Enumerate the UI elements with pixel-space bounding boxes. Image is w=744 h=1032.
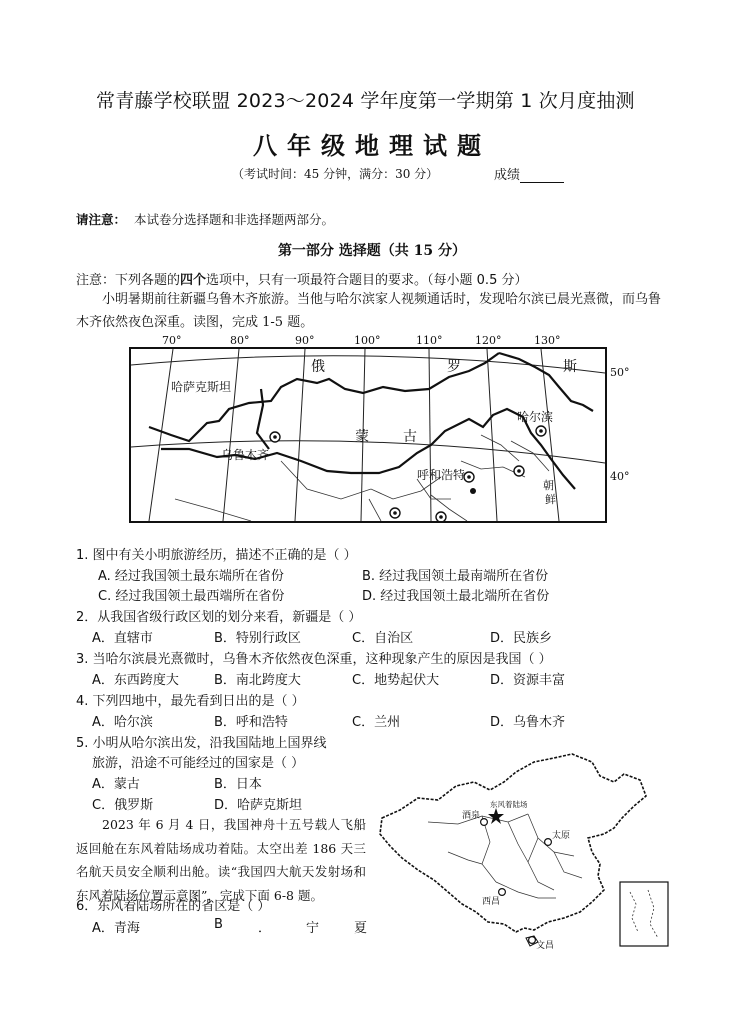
passage-2: 2023 年 6 月 4 日，我国神舟十五号载人飞船返回舱在东风着陆场成功着陆。太空出差 186 天三名航天员安全顺利出舱。读“我国四大航天发射场和东风着陆场位置示意图”，完成下面 6-8 题。 (76, 817, 366, 903)
label-korea-1: 朝 (543, 479, 554, 492)
lon-130: 130° (534, 334, 561, 347)
exam-info: （考试时间：45 分钟，满分：30 分） (232, 167, 439, 181)
part1-title: 第一部分 选择题（共 15 分） (277, 243, 467, 259)
note-bold: 四个 (180, 273, 207, 288)
q6-option-a[interactable]: A．青海 (92, 921, 140, 936)
q1-stem: 1. 图中有关小明旅游经历，描述不正确的是（ ） (76, 548, 357, 563)
notice (76, 210, 334, 228)
score-field (494, 164, 564, 183)
label-hohhot: 呼和浩特 (417, 468, 466, 482)
label-kazakhstan: 哈萨克斯坦 (171, 380, 232, 394)
q4-option-a[interactable]: A．哈尔滨 (92, 715, 153, 730)
label-mongolia-2: 古 (403, 429, 417, 445)
lon-80: 80° (230, 334, 250, 347)
q6-option-b-char1: 宁 (306, 921, 320, 936)
label-korea-2: 鲜 (545, 493, 556, 506)
map2-svg (378, 752, 672, 950)
q2-option-a[interactable]: A．直辖市 (92, 631, 153, 646)
label-xichang: 西昌 (482, 897, 501, 907)
note-prefix: 注意：下列各题的 (76, 273, 181, 288)
q3-option-a[interactable]: A．东西跨度大 (92, 673, 179, 688)
q6-stem: 6．东风着陆场所在的省区是（ ） (76, 899, 271, 914)
label-harbin: 哈尔滨 (517, 410, 554, 424)
notice-label: 请注意： (76, 212, 127, 227)
label-taiyuan: 太原 (552, 831, 571, 841)
q5-option-a[interactable]: A．蒙古 (92, 777, 140, 792)
q4-option-d[interactable]: D．乌鲁木齐 (490, 715, 566, 730)
note-suffix: 选项中，只有一项最符合题目的要求。（每小题 0.5 分） (206, 273, 528, 288)
label-mongolia-1: 蒙 (355, 429, 369, 445)
q5-option-d[interactable]: D．哈萨克斯坦 (214, 798, 303, 813)
lon-90: 90° (295, 334, 315, 347)
q5-stem-line2: 旅游，沿途不可能经过的国家是（ ） (92, 756, 305, 771)
q4-option-c[interactable]: C．兰州 (352, 715, 401, 730)
label-urumqi: 乌鲁木齐 (221, 448, 270, 462)
label-dongfeng: 东风着陆场 (490, 800, 528, 809)
landing-site-star-icon (488, 808, 504, 824)
q2-option-d[interactable]: D．民族乡 (490, 631, 553, 646)
q1-option-c[interactable]: C. 经过我国领土最西端所在省份 (98, 589, 285, 604)
school-header: 常青藤学校联盟 2023～2024 学年度第一学期第 1 次月度抽测 (96, 90, 635, 112)
exam-title: 八年级地理试题 (253, 131, 491, 160)
score-blank[interactable] (520, 169, 564, 183)
q3-option-b[interactable]: B．南北跨度大 (214, 673, 301, 688)
part1-note (76, 269, 527, 288)
q1-option-d[interactable]: D. 经过我国领土最北端所在省份 (362, 589, 550, 604)
score-label: 成绩 (494, 168, 521, 183)
q6-option-b-char2: 夏 (354, 921, 368, 936)
q2-stem: 2．从我国省级行政区划的划分来看，新疆是（ ） (76, 610, 362, 625)
lon-70: 70° (162, 334, 182, 347)
map-northern-china (129, 347, 607, 523)
lon-110: 110° (416, 334, 443, 347)
q6-option-b-dot: ． (258, 921, 272, 936)
lon-100: 100° (354, 334, 381, 347)
q4-stem: 4. 下列四地中，最先看到日出的是（ ） (76, 694, 305, 709)
q6-option-b-letter[interactable]: B (214, 917, 223, 932)
label-russia-3: 斯 (563, 359, 577, 375)
map-launch-sites (378, 752, 672, 950)
south-china-sea-inset (620, 882, 668, 946)
q5-option-c[interactable]: C．俄罗斯 (92, 798, 154, 813)
label-wenchang: 文昌 (536, 941, 555, 950)
q5-option-b[interactable]: B．日本 (214, 777, 262, 792)
q3-option-c[interactable]: C．地势起伏大 (352, 673, 440, 688)
q1-option-a[interactable]: A. 经过我国领土最东端所在省份 (98, 569, 284, 584)
lon-120: 120° (475, 334, 502, 347)
q2-option-c[interactable]: C．自治区 (352, 631, 414, 646)
label-russia-1: 俄 (311, 359, 325, 375)
lat-50: 50° (610, 366, 630, 379)
q5-stem-line1: 5. 小明从哈尔滨出发，沿我国陆地上国界线 (76, 736, 327, 751)
label-russia-2: 罗 (447, 359, 461, 375)
q4-option-b[interactable]: B．呼和浩特 (214, 715, 288, 730)
q3-stem: 3. 当哈尔滨晨光熹微时，乌鲁木齐依然夜色深重，这种现象产生的原因是我国（ ） (76, 652, 552, 667)
q1-option-b[interactable]: B. 经过我国领土最南端所在省份 (362, 569, 549, 584)
q3-option-d[interactable]: D．资源丰富 (490, 673, 566, 688)
label-jiuquan: 酒泉 (462, 811, 481, 821)
lat-40: 40° (610, 470, 630, 483)
map1-svg (131, 349, 605, 521)
q2-option-b[interactable]: B．特别行政区 (214, 631, 301, 646)
passage-1: 小明暑期前往新疆乌鲁木齐旅游。当他与哈尔滨家人视频通话时，发现哈尔滨已晨光熹微，而乌鲁木齐依然夜色深重。读图，完成 1-5 题。 (76, 292, 662, 330)
notice-text: 本试卷分选择题和非选择题两部分。 (133, 212, 334, 227)
